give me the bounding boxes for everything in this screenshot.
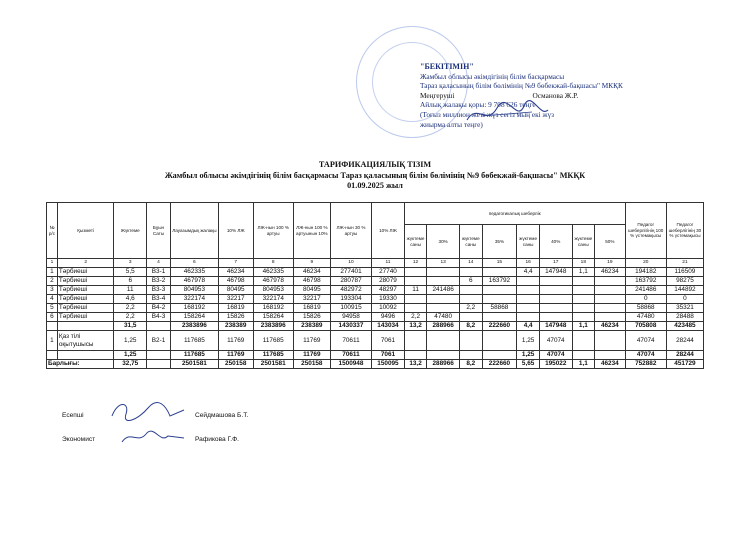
header-stavka: Жүктеме: [114, 203, 147, 259]
table-cell: 31,5: [114, 322, 147, 331]
header-salary: Лауазымдық жалақы: [170, 203, 218, 259]
table-cell: 222660: [482, 322, 517, 331]
table-cell: [572, 304, 595, 313]
table-cell: 6: [114, 277, 147, 286]
table-cell: 1,25: [517, 331, 540, 351]
table-cell: [57, 351, 114, 360]
table-cell: [572, 277, 595, 286]
table-cell: [459, 351, 482, 360]
header-lz30: ЛЖ-нын 30 % артуы: [330, 203, 371, 259]
table-cell: [459, 295, 482, 304]
table-cell: 467978: [253, 277, 293, 286]
column-number: 2: [57, 259, 114, 268]
header-teacher30: Педагог шеберлігінің 30 % үстемақысы: [666, 203, 703, 259]
table-cell: [539, 277, 572, 286]
table-cell: [482, 286, 517, 295]
table-cell: [517, 304, 540, 313]
table-cell: В4-3: [147, 313, 171, 322]
table-cell: [427, 351, 460, 360]
table-cell: 8,2: [459, 322, 482, 331]
table-cell: 10092: [372, 304, 405, 313]
table-cell: 11769: [218, 351, 253, 360]
header-p40: 40%: [539, 225, 572, 259]
subtotal-row: [47, 351, 704, 360]
table-cell: 28244: [666, 351, 703, 360]
table-cell: [595, 313, 625, 322]
document-title: [0, 160, 750, 192]
header-num: № р/с: [47, 203, 58, 259]
table-cell: 13,2: [404, 322, 427, 331]
table-cell: 752882: [625, 360, 666, 369]
header-position: Қызметі: [57, 203, 114, 259]
table-cell: 1,25: [114, 351, 147, 360]
table-cell: 47074: [625, 331, 666, 351]
table-cell: 4,6: [114, 295, 147, 304]
table-cell: [404, 277, 427, 286]
table-cell: 1,25: [517, 351, 540, 360]
table-cell: 46234: [218, 268, 253, 277]
table-cell: 48297: [372, 286, 405, 295]
approval-heading: "БЕКІТІМІН": [420, 62, 474, 71]
table-cell: 3: [47, 286, 58, 295]
table-cell: 147948: [539, 322, 572, 331]
manager-signature: [462, 98, 552, 128]
table-cell: [572, 295, 595, 304]
table-cell: 462335: [170, 268, 218, 277]
table-cell: 47074: [539, 331, 572, 351]
table-cell: 322174: [253, 295, 293, 304]
table-cell: 46234: [293, 268, 330, 277]
table-cell: 193304: [330, 295, 371, 304]
table-cell: 2,2: [459, 304, 482, 313]
table-cell: [147, 360, 171, 369]
table-cell: [147, 322, 171, 331]
column-number: 17: [539, 259, 572, 268]
title-line2: Жамбыл облысы әкімдігінің білім басқармасы Тараз қаласының білім бөлімінің №9 бөбекжай-бақшасы" МКҚК: [164, 170, 586, 180]
table-cell: 158264: [170, 313, 218, 322]
column-number: 9: [293, 259, 330, 268]
table-cell: 0: [625, 295, 666, 304]
accountant-signature: [108, 398, 188, 424]
table-cell: [57, 322, 114, 331]
manager-label: Меңгеруші: [420, 90, 455, 100]
table-cell: [572, 351, 595, 360]
table-cell: 16819: [218, 304, 253, 313]
table-cell: 5,65: [517, 360, 540, 369]
column-number: 4: [147, 259, 171, 268]
column-number: 3: [114, 259, 147, 268]
table-cell: 46798: [293, 277, 330, 286]
table-cell: [572, 286, 595, 295]
table-cell: 4: [47, 295, 58, 304]
accountant-name: Сейдмашова Б.Т.: [195, 412, 249, 419]
table-cell: 322174: [170, 295, 218, 304]
title-line3: 01.09.2025 жыл: [347, 181, 403, 190]
table-cell: [482, 351, 517, 360]
table-cell: 94958: [330, 313, 371, 322]
table-cell: 2383896: [253, 322, 293, 331]
table-cell: 804953: [170, 286, 218, 295]
column-number: 10: [330, 259, 371, 268]
table-cell: 194182: [625, 268, 666, 277]
table-cell: [404, 295, 427, 304]
table-cell: Тәрбиеші: [57, 277, 114, 286]
table-cell: 250158: [293, 360, 330, 369]
table-cell: 4,4: [517, 322, 540, 331]
table-cell: 13,2: [404, 360, 427, 369]
header-grade: Бұын Саты: [147, 203, 171, 259]
table-cell: 6: [47, 313, 58, 322]
tariff-table: [46, 202, 704, 369]
table-cell: [482, 313, 517, 322]
manager-name: Османова Ж.Р.: [532, 90, 579, 100]
header-ped-count3: жүктеме саны: [517, 225, 540, 259]
table-cell: [517, 295, 540, 304]
table-cell: 7061: [372, 331, 405, 351]
table-cell: [595, 295, 625, 304]
table-cell: [539, 304, 572, 313]
approval-words1: (Тоғыз миллион жеті жүз сегіз мың екі жүз: [420, 109, 555, 119]
table-cell: 6: [459, 277, 482, 286]
accountant-label: Есепші: [62, 412, 84, 419]
table-cell: 150095: [372, 360, 405, 369]
table-cell: 8,2: [459, 360, 482, 369]
table-cell: Қаз тілі оқытушысы: [57, 331, 114, 351]
table-cell: Тәрбиеші: [57, 295, 114, 304]
table-cell: 241486: [625, 286, 666, 295]
table-cell: 238389: [218, 322, 253, 331]
table-cell: 0: [666, 295, 703, 304]
header-ped-count1: жүктеме саны: [404, 225, 427, 259]
header-lz10: 10% ЛЖ: [372, 203, 405, 259]
table-cell: 423485: [666, 322, 703, 331]
table-row: [47, 304, 704, 313]
table-cell: 32,75: [114, 360, 147, 369]
column-number: 6: [170, 259, 218, 268]
column-number: 19: [595, 259, 625, 268]
title-line1: ТАРИФИКАЦИЯЛЫҚ ТІЗІМ: [318, 160, 432, 169]
table-row: [47, 277, 704, 286]
table-cell: Тәрбиеші: [57, 313, 114, 322]
table-cell: В4-2: [147, 304, 171, 313]
table-cell: 100915: [330, 304, 371, 313]
table-cell: [404, 331, 427, 351]
table-cell: 46798: [218, 277, 253, 286]
table-cell: 1,25: [114, 331, 147, 351]
header-ped-count4: жүктеме саны: [572, 225, 595, 259]
header-p50: 50%: [595, 225, 625, 259]
table-cell: 2,2: [404, 313, 427, 322]
table-cell: 4,4: [517, 268, 540, 277]
table-cell: 288966: [427, 322, 460, 331]
table-cell: [459, 268, 482, 277]
table-cell: В3-2: [147, 277, 171, 286]
table-cell: 19330: [372, 295, 405, 304]
table-cell: 16819: [293, 304, 330, 313]
table-row: [47, 268, 704, 277]
table-cell: 2501581: [170, 360, 218, 369]
table-cell: [404, 268, 427, 277]
table-cell: 288966: [427, 360, 460, 369]
table-cell: 1500948: [330, 360, 371, 369]
table-cell: В2-1: [147, 331, 171, 351]
table-cell: В3-4: [147, 295, 171, 304]
table-cell: 117685: [253, 351, 293, 360]
economist-name: Рафикова Г.Ф.: [195, 436, 239, 443]
table-cell: 11: [114, 286, 147, 295]
table-row: [47, 295, 704, 304]
table-cell: [459, 331, 482, 351]
table-cell: 11769: [218, 331, 253, 351]
table-cell: 2,2: [114, 304, 147, 313]
table-cell: Барлығы:: [47, 360, 114, 369]
table-cell: 482972: [330, 286, 371, 295]
table-cell: 168192: [253, 304, 293, 313]
table-row: [47, 313, 704, 322]
table-cell: [572, 331, 595, 351]
table-cell: 163792: [482, 277, 517, 286]
table-cell: 15826: [293, 313, 330, 322]
subtotal-row: [47, 322, 704, 331]
table-cell: [482, 268, 517, 277]
table-cell: 1,1: [572, 360, 595, 369]
table-cell: [47, 351, 58, 360]
table-cell: [404, 304, 427, 313]
table-cell: 280787: [330, 277, 371, 286]
table-cell: [427, 277, 460, 286]
table-cell: 47074: [539, 351, 572, 360]
table-cell: 98275: [666, 277, 703, 286]
table-cell: 144892: [666, 286, 703, 295]
table-cell: 15826: [218, 313, 253, 322]
table-cell: [517, 277, 540, 286]
column-number: 11: [372, 259, 405, 268]
table-cell: 117685: [253, 331, 293, 351]
economist-label: Экономист: [62, 436, 96, 443]
table-cell: 11: [404, 286, 427, 295]
table-cell: 1,1: [572, 322, 595, 331]
column-number-row: [47, 259, 704, 268]
table-cell: [482, 331, 517, 351]
table-cell: 2501581: [253, 360, 293, 369]
table-cell: 70611: [330, 351, 371, 360]
column-number: 15: [482, 259, 517, 268]
table-cell: 47074: [625, 351, 666, 360]
table-cell: 35321: [666, 304, 703, 313]
table-cell: 28244: [666, 331, 703, 351]
table-cell: 5,5: [114, 268, 147, 277]
table-cell: 58868: [482, 304, 517, 313]
table-cell: [517, 313, 540, 322]
column-number: 7: [218, 259, 253, 268]
table-cell: 117685: [170, 331, 218, 351]
table-cell: [539, 295, 572, 304]
table-cell: 47480: [625, 313, 666, 322]
table-cell: 28079: [372, 277, 405, 286]
table-cell: Тәрбиеші: [57, 304, 114, 313]
table-cell: 46234: [595, 322, 625, 331]
table-cell: 1: [47, 268, 58, 277]
table-cell: 147948: [539, 268, 572, 277]
table-cell: [595, 277, 625, 286]
column-number: 12: [404, 259, 427, 268]
column-number: 14: [459, 259, 482, 268]
table-cell: 11769: [293, 331, 330, 351]
table-cell: 705808: [625, 322, 666, 331]
table-cell: 158264: [253, 313, 293, 322]
approval-fund: Айлық жалақы қоры: 9 708 626 теңге: [420, 100, 536, 110]
table-cell: 32217: [218, 295, 253, 304]
table-cell: [595, 351, 625, 360]
table-cell: 2,2: [114, 313, 147, 322]
header-p35: 35%: [482, 225, 517, 259]
table-cell: [459, 286, 482, 295]
table-cell: 804953: [253, 286, 293, 295]
table-row: [47, 286, 704, 295]
table-cell: 241486: [427, 286, 460, 295]
table-cell: [47, 322, 58, 331]
table-cell: 46234: [595, 360, 625, 369]
table-cell: 32217: [293, 295, 330, 304]
column-number: 16: [517, 259, 540, 268]
table-cell: В3-1: [147, 268, 171, 277]
table-cell: 222660: [482, 360, 517, 369]
table-cell: [459, 313, 482, 322]
approval-line1: Жамбыл облысы әкімдігінің білім басқармасы: [420, 71, 565, 81]
table-cell: 58868: [625, 304, 666, 313]
table-cell: 163792: [625, 277, 666, 286]
table-cell: [595, 286, 625, 295]
table-cell: [427, 304, 460, 313]
approval-words2: жиырма алты теңге): [420, 119, 483, 129]
economist-signature: [118, 426, 188, 448]
table-cell: 467978: [170, 277, 218, 286]
header-p30: 30%: [427, 225, 460, 259]
column-number: 13: [427, 259, 460, 268]
table-cell: 1430337: [330, 322, 371, 331]
column-number: 1: [47, 259, 58, 268]
table-cell: [517, 286, 540, 295]
table-cell: [147, 351, 171, 360]
table-cell: 238389: [293, 322, 330, 331]
table-cell: [404, 351, 427, 360]
table-cell: 1: [47, 331, 58, 351]
table-cell: [427, 295, 460, 304]
table-cell: 451729: [666, 360, 703, 369]
table-cell: 80495: [218, 286, 253, 295]
table-cell: 47480: [427, 313, 460, 322]
table-cell: [539, 313, 572, 322]
table-cell: 277401: [330, 268, 371, 277]
table-body: [47, 259, 704, 369]
table-cell: [427, 268, 460, 277]
table-cell: 80495: [293, 286, 330, 295]
table-cell: [595, 304, 625, 313]
table-cell: 117685: [170, 351, 218, 360]
total-row: [47, 360, 704, 369]
table-cell: 116509: [666, 268, 703, 277]
table-cell: 5: [47, 304, 58, 313]
table-cell: 28488: [666, 313, 703, 322]
table-cell: [595, 331, 625, 351]
table-cell: 1,1: [572, 268, 595, 277]
table-cell: Тәрбиеші: [57, 286, 114, 295]
header-lz100b: ЛЖ-нын 100 % артуынын 10%: [293, 203, 330, 259]
header-pct10: 10% ЛЖ: [218, 203, 253, 259]
approval-line2: Тараз қаласының білім бөлімінің №9 бөбекжай-бақшасы" МКҚК: [420, 81, 623, 91]
column-number: 8: [253, 259, 293, 268]
table-cell: 143034: [372, 322, 405, 331]
table-cell: Тәрбиеші: [57, 268, 114, 277]
table-cell: 7061: [372, 351, 405, 360]
column-number: 20: [625, 259, 666, 268]
table-cell: 462335: [253, 268, 293, 277]
table-row: [47, 331, 704, 351]
table-cell: [427, 331, 460, 351]
table-cell: 2: [47, 277, 58, 286]
column-number: 21: [666, 259, 703, 268]
table-cell: 70611: [330, 331, 371, 351]
table-cell: [482, 295, 517, 304]
table-cell: В3-3: [147, 286, 171, 295]
table-cell: 9496: [372, 313, 405, 322]
table-cell: 27740: [372, 268, 405, 277]
table-cell: [539, 286, 572, 295]
header-teacher100: Педагог шеберлігінің 100 % үстемақысы: [625, 203, 666, 259]
table-cell: 46234: [595, 268, 625, 277]
header-ped-count2: жүктеме саны: [459, 225, 482, 259]
header-lz100: ЛЖ-нын 100 % артуы: [253, 203, 293, 259]
table-cell: 195022: [539, 360, 572, 369]
table-cell: 250158: [218, 360, 253, 369]
header-ped: педагогикалық шеберлік: [404, 203, 625, 225]
table-cell: 2383896: [170, 322, 218, 331]
table-cell: [572, 313, 595, 322]
column-number: 18: [572, 259, 595, 268]
table-cell: 168192: [170, 304, 218, 313]
table-cell: 11769: [293, 351, 330, 360]
